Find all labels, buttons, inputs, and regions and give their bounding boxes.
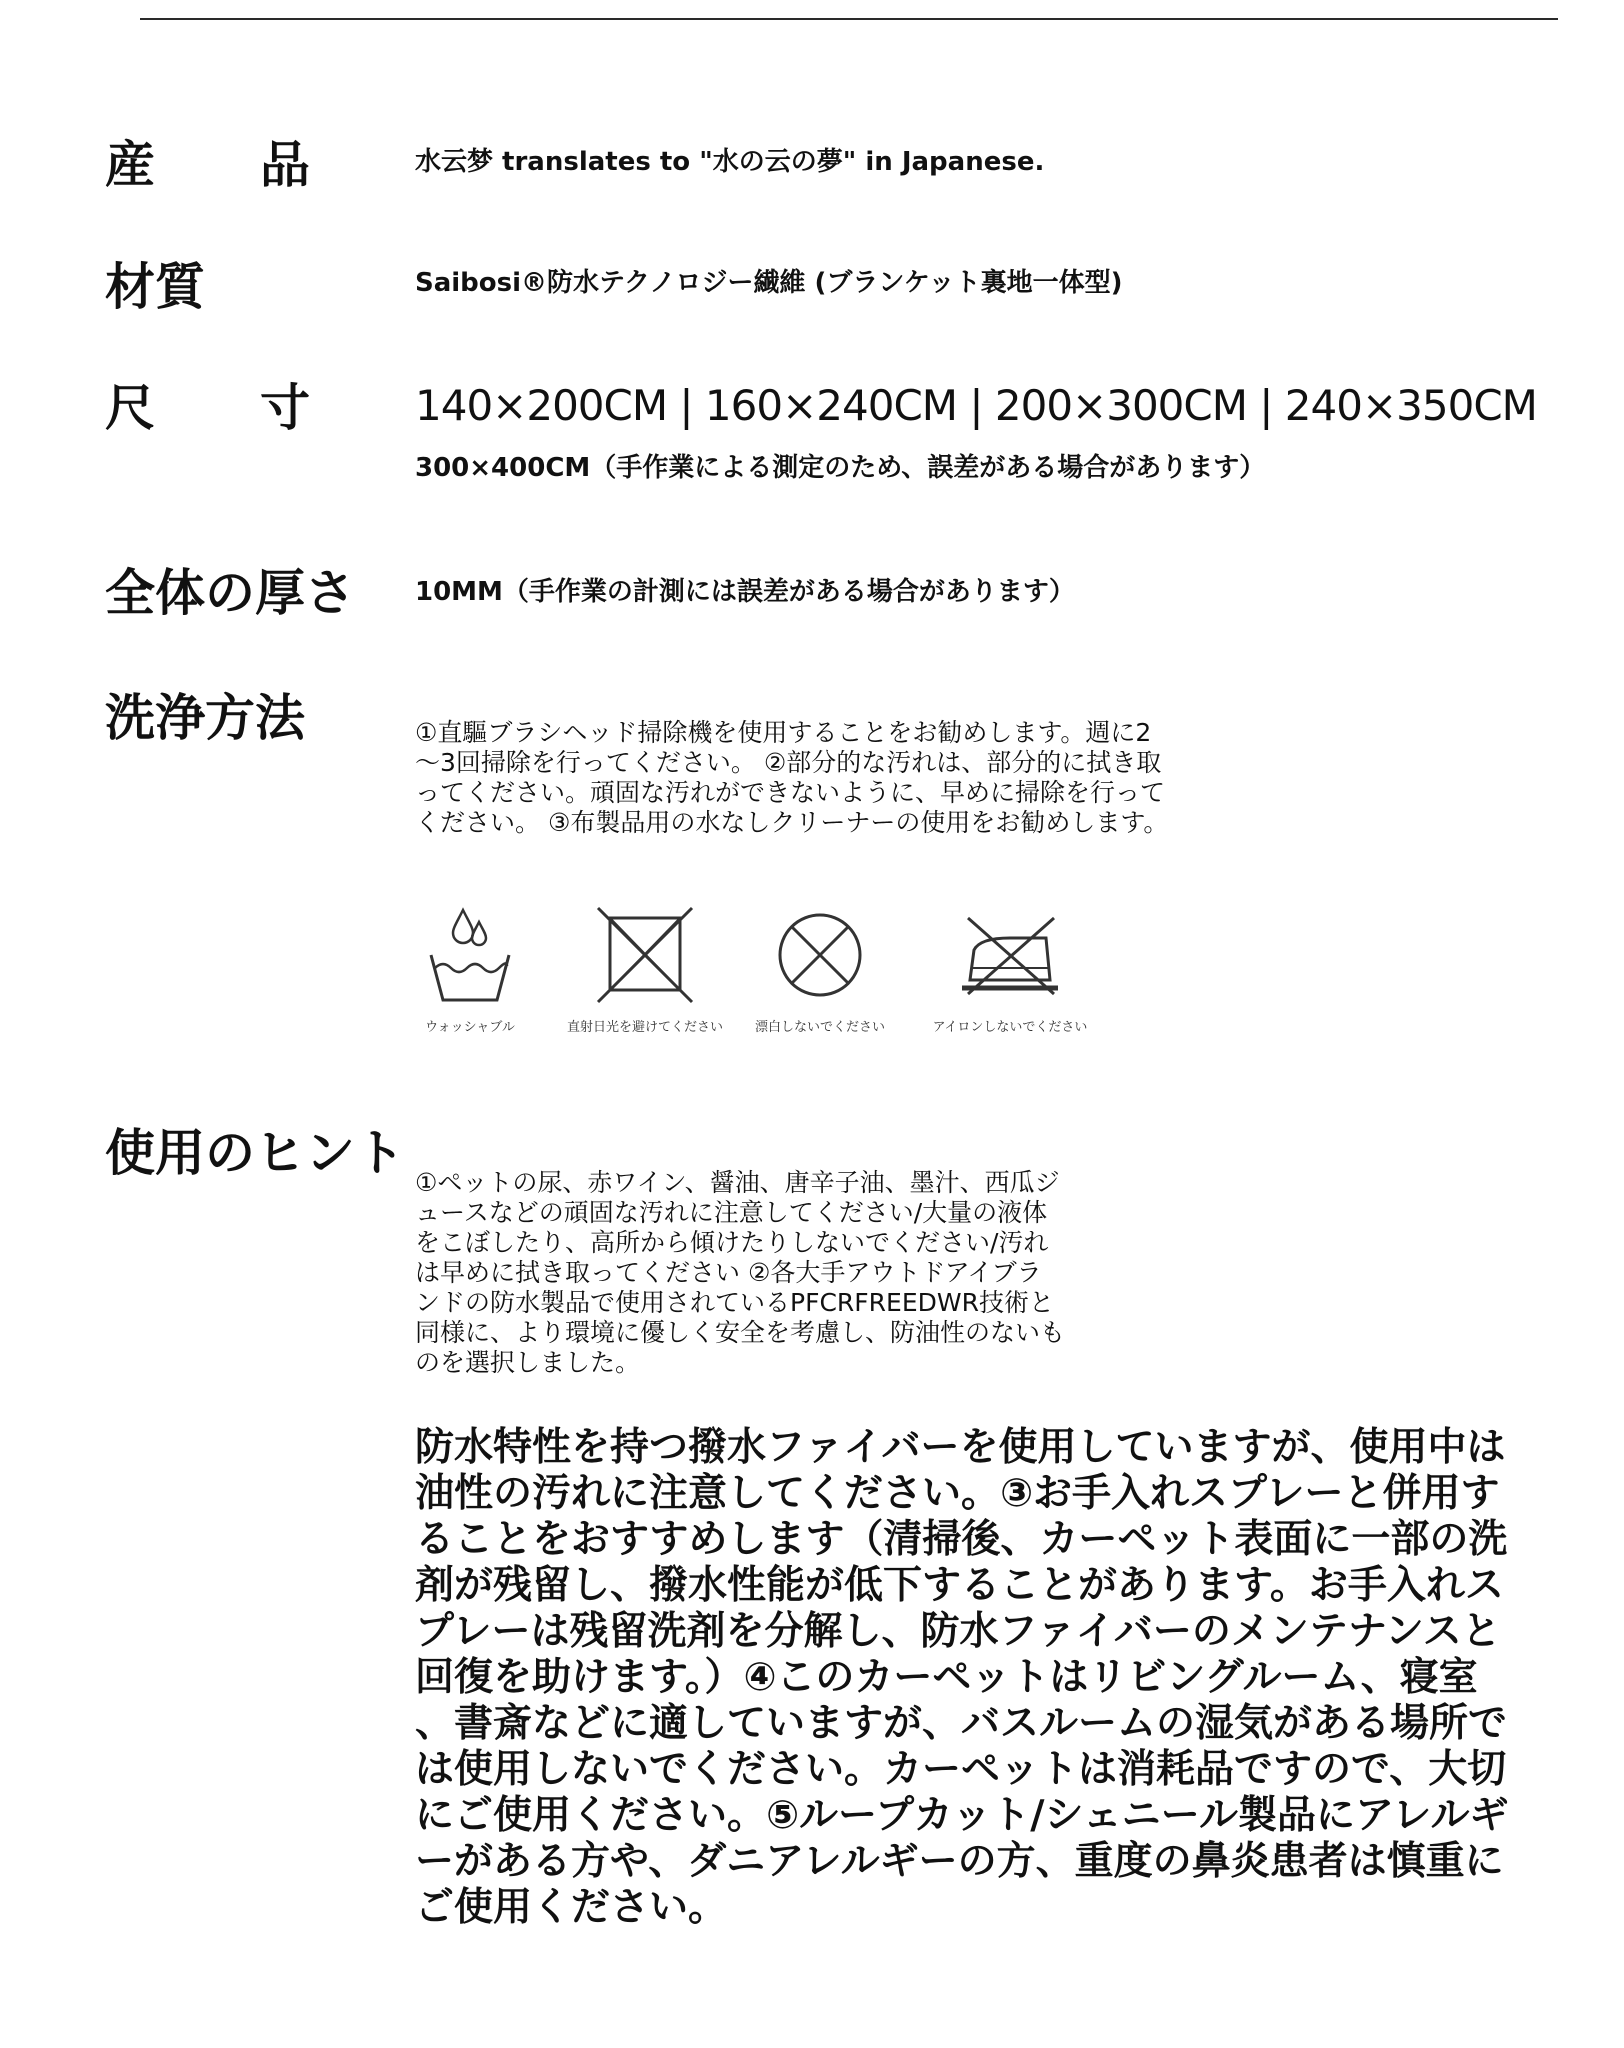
care-item-no-direct-sunlight <box>565 900 725 1035</box>
no-direct-sunlight-icon <box>590 900 700 1010</box>
product-label <box>105 136 310 194</box>
tips-bold-line: 剤が残留し、撥水性能が低下することがあります。お手入れス <box>415 1563 1504 1608</box>
care-caption: 漂白しないでください <box>755 1020 886 1035</box>
tips-line: ュースなどの頑固な汚れに注意してください/大量の液体 <box>415 1198 1048 1227</box>
tips-bold-line: ーがある方や、ダニアレルギーの方、重度の鼻炎患者は慎重に <box>415 1839 1504 1884</box>
tips-line: ①ペットの尿、赤ワイン、醤油、唐辛子油、墨汁、西瓜ジ <box>415 1168 1060 1197</box>
washing-line: ①直驅ブラシヘッド掃除機を使用することをお勧めします。週に2 <box>415 718 1152 747</box>
tips-line: ンドの防水製品で使用されているPFCRFREEDWR技術と <box>415 1288 1054 1317</box>
care-item-no-bleach <box>755 900 885 1035</box>
tips-label: 使用のヒント <box>105 1124 405 1182</box>
tips-bold-line: 防水特性を持つ撥水ファイバーを使用していますが、使用中は <box>415 1425 1506 1470</box>
care-item-washable <box>415 900 525 1035</box>
tips-text <box>415 1168 1065 1378</box>
material-value: Saibosi®防水テクノロジー繊維 (ブランケット裏地一体型) <box>415 268 1123 298</box>
care-item-no-iron <box>930 900 1090 1035</box>
washing-line: ください。 ③布製品用の水なしクリーナーの使用をお勧めします。 <box>415 808 1169 837</box>
thickness-value: 10MM（手作業の計測には誤差がある場合があります） <box>415 577 1075 607</box>
tips-bold-line: は使用しないでください。カーペットは消耗品ですので、大切 <box>415 1747 1507 1792</box>
top-divider <box>140 18 1558 20</box>
washing-label: 洗浄方法 <box>105 689 305 747</box>
washing-line: ～3回掃除を行ってください。 ②部分的な汚れは、部分的に拭き取 <box>415 748 1162 777</box>
tips-bold-line: 油性の汚れに注意してください。③お手入れスプレーと併用す <box>415 1471 1500 1516</box>
tips-line: は早めに拭き取ってください ②各大手アウトドアイブラ <box>415 1258 1042 1287</box>
tips-bold-line: 、書斎などに適していますが、バスルームの湿気がある場所で <box>415 1701 1508 1746</box>
tips-bold-line: 回復を助けます。）④このカーペットはリビングルーム、寝室 <box>415 1655 1478 1700</box>
product-value: 水云梦 translates to "水の云の夢" in Japanese. <box>415 147 1045 177</box>
product-label-char-2: 品 <box>260 136 310 194</box>
tips-bold-line: プレーは残留洗剤を分解し、防水ファイバーのメンテナンスと <box>415 1609 1501 1654</box>
size-options: 140×200CM | 160×240CM | 200×300CM | 240×350CM <box>415 381 1537 430</box>
tips-bold-line: ることをおすすめします（清掃後、カーペット表面に一部の洗 <box>415 1517 1508 1562</box>
material-label: 材質 <box>105 258 205 316</box>
tips-line: のを選択しました。 <box>415 1348 641 1377</box>
no-iron-icon <box>950 900 1070 1010</box>
tips-line: をこぼしたり、高所から傾けたりしないでください/汚れ <box>415 1228 1049 1257</box>
washable-icon <box>425 900 515 1010</box>
tips-line: 同様に、より環境に優しく安全を考慮し、防油性のないも <box>415 1318 1066 1347</box>
product-label-char-1: 産 <box>105 136 155 194</box>
tips-bold-line: にご使用ください。⑤ループカット/シェニール製品にアレルギ <box>415 1793 1509 1838</box>
care-icons <box>415 900 1115 1050</box>
size-label-char-1: 尺 <box>105 379 155 437</box>
size-note: 300×400CM（手作業による測定のため、誤差がある場合があります） <box>415 453 1266 483</box>
care-caption: ウォッシャブル <box>425 1020 515 1035</box>
washing-instructions <box>415 718 1168 838</box>
care-caption: アイロンしないでください <box>932 1020 1088 1035</box>
no-bleach-icon <box>765 900 875 1010</box>
care-caption: 直射日光を避けてください <box>566 1020 723 1035</box>
thickness-label: 全体の厚さ <box>105 564 355 622</box>
size-label-char-2: 寸 <box>260 379 310 437</box>
washing-line: ってください。頑固な汚れができないように、早めに掃除を行って <box>415 778 1166 807</box>
tips-bold-line: ご使用ください。 <box>415 1885 728 1930</box>
size-label <box>105 379 310 437</box>
tips-bold-text <box>415 1425 1508 1931</box>
